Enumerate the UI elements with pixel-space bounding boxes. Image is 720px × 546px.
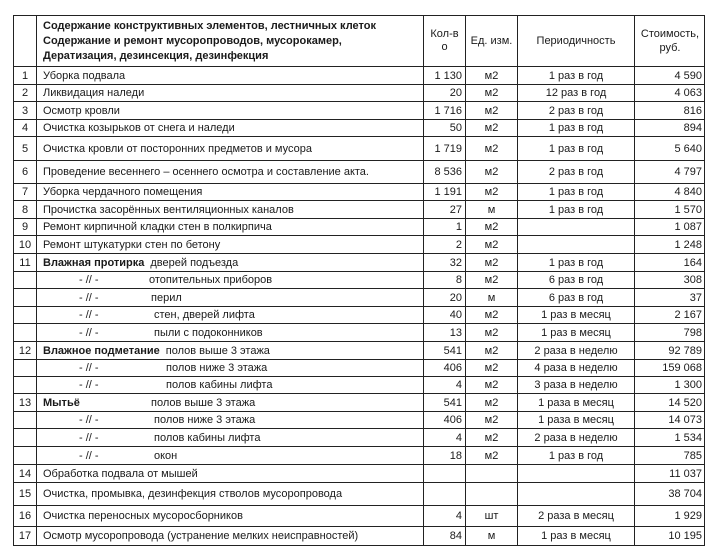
row-unit: м2 xyxy=(466,272,518,288)
work-object: полов кабины лифта xyxy=(154,431,261,444)
row-description xyxy=(37,429,424,446)
row-unit: м2 xyxy=(466,412,518,428)
row-periodicity: 2 раза в неделю xyxy=(518,342,635,359)
row-number: 6 xyxy=(14,161,37,183)
row-unit xyxy=(466,483,518,505)
row-quantity xyxy=(424,465,466,482)
table-row xyxy=(14,85,705,102)
row-number xyxy=(14,447,37,464)
row-periodicity: 1 раз в месяц xyxy=(518,527,635,545)
row-periodicity: 1 раза в месяц xyxy=(518,412,635,428)
row-cost: 1 087 xyxy=(635,219,705,235)
row-quantity: 541 xyxy=(424,394,466,411)
row-unit: м xyxy=(466,201,518,218)
row-periodicity: 1 раз в месяц xyxy=(518,307,635,323)
row-description xyxy=(37,342,424,359)
row-description: Ликвидация наледи xyxy=(37,85,424,101)
row-unit: м2 xyxy=(466,102,518,119)
table-row xyxy=(14,429,705,447)
header-title-line: Дератизация, дезинсекция, дезинфекция xyxy=(43,49,269,62)
header-cost: Стоимость, руб. xyxy=(635,16,705,66)
row-number: 16 xyxy=(14,506,37,526)
row-number xyxy=(14,289,37,306)
row-unit: м xyxy=(466,527,518,545)
work-object: полов кабины лифта xyxy=(166,379,273,391)
table-row xyxy=(14,527,705,546)
row-number: 12 xyxy=(14,342,37,359)
row-periodicity: 1 раз в месяц xyxy=(518,324,635,341)
row-unit: м2 xyxy=(466,307,518,323)
ditto-mark: - // - xyxy=(79,379,99,391)
row-periodicity: 1 раз в год xyxy=(518,201,635,218)
table-row xyxy=(14,342,705,360)
row-quantity: 27 xyxy=(424,201,466,218)
row-quantity: 541 xyxy=(424,342,466,359)
row-cost: 5 640 xyxy=(635,137,705,160)
row-description: Осмотр кровли xyxy=(37,102,424,119)
row-description: Уборка подвала xyxy=(37,67,424,84)
row-periodicity: 6 раз в год xyxy=(518,289,635,306)
table-row xyxy=(14,102,705,120)
work-object: пыли с подоконников xyxy=(154,326,263,339)
row-cost: 1 300 xyxy=(635,377,705,393)
table-row xyxy=(14,447,705,465)
row-cost: 37 xyxy=(635,289,705,306)
ditto-mark: - // - xyxy=(79,362,99,374)
ditto-mark: - // - xyxy=(79,431,99,444)
row-cost: 4 797 xyxy=(635,161,705,183)
row-number xyxy=(14,307,37,323)
work-type-label: Влажная протирка xyxy=(43,256,145,269)
row-description: Проведение весеннего – осеннего осмотра и составление акта. xyxy=(37,161,424,183)
header-title-line: Содержание конструктивных элементов, лестничных клеток xyxy=(43,19,376,32)
row-description: Очистка кровли от посторонних предметов и мусора xyxy=(37,137,424,160)
table-row xyxy=(14,465,705,483)
table-row xyxy=(14,307,705,324)
row-unit: м2 xyxy=(466,85,518,101)
row-unit: м2 xyxy=(466,67,518,84)
row-number xyxy=(14,360,37,376)
row-number: 15 xyxy=(14,483,37,505)
table-row xyxy=(14,219,705,236)
table-row xyxy=(14,324,705,342)
row-quantity: 40 xyxy=(424,307,466,323)
row-number xyxy=(14,412,37,428)
row-cost: 4 590 xyxy=(635,67,705,84)
row-description: Ремонт штукатурки стен по бетону xyxy=(37,236,424,253)
row-quantity: 4 xyxy=(424,506,466,526)
row-unit: м2 xyxy=(466,394,518,411)
row-cost: 785 xyxy=(635,447,705,464)
work-object: полов выше 3 этажа xyxy=(151,396,256,409)
table-row xyxy=(14,289,705,307)
table-row xyxy=(14,377,705,394)
row-periodicity xyxy=(518,465,635,482)
row-periodicity: 1 раз в год xyxy=(518,137,635,160)
table-header xyxy=(14,16,705,67)
table-row xyxy=(14,506,705,527)
row-number: 2 xyxy=(14,85,37,101)
header-unit: Ед. изм. xyxy=(466,16,518,66)
row-description: Очистка козырьков от снега и наледи xyxy=(37,120,424,136)
row-unit: м2 xyxy=(466,429,518,446)
row-unit: м2 xyxy=(466,236,518,253)
row-number: 11 xyxy=(14,254,37,271)
row-unit: м2 xyxy=(466,120,518,136)
work-object: полов ниже 3 этажа xyxy=(166,362,268,374)
row-cost: 14 520 xyxy=(635,394,705,411)
row-unit: м2 xyxy=(466,254,518,271)
row-number: 1 xyxy=(14,67,37,84)
row-quantity: 8 xyxy=(424,272,466,288)
row-number: 13 xyxy=(14,394,37,411)
row-description: Обработка подвала от мышей xyxy=(37,465,424,482)
header-title xyxy=(37,16,424,66)
row-periodicity xyxy=(518,483,635,505)
row-description xyxy=(37,377,424,393)
row-number: 5 xyxy=(14,137,37,160)
work-object: перил xyxy=(151,291,182,304)
ditto-mark: - // - xyxy=(79,309,99,321)
row-quantity xyxy=(424,483,466,505)
row-periodicity: 12 раз в год xyxy=(518,85,635,101)
row-cost: 798 xyxy=(635,324,705,341)
row-description xyxy=(37,307,424,323)
table-row xyxy=(14,161,705,184)
row-periodicity: 3 раза в неделю xyxy=(518,377,635,393)
row-quantity: 20 xyxy=(424,289,466,306)
row-quantity: 1 130 xyxy=(424,67,466,84)
row-periodicity: 2 раза в неделю xyxy=(518,429,635,446)
row-cost: 894 xyxy=(635,120,705,136)
row-unit: м2 xyxy=(466,219,518,235)
work-object: стен, дверей лифта xyxy=(154,309,255,321)
row-quantity: 1 xyxy=(424,219,466,235)
header-qty: Кол-во xyxy=(424,16,466,66)
row-unit: м2 xyxy=(466,447,518,464)
row-quantity: 406 xyxy=(424,360,466,376)
row-description: Осмотр мусоропровода (устранение мелких неисправностей) xyxy=(37,527,424,545)
table-row xyxy=(14,360,705,377)
work-object: полов выше 3 этажа xyxy=(165,344,270,357)
row-unit: м xyxy=(466,289,518,306)
row-number xyxy=(14,429,37,446)
table-row xyxy=(14,201,705,219)
row-unit: м2 xyxy=(466,360,518,376)
row-cost: 11 037 xyxy=(635,465,705,482)
row-cost: 4 840 xyxy=(635,184,705,200)
row-periodicity: 2 раз в год xyxy=(518,102,635,119)
table-row xyxy=(14,412,705,429)
row-quantity: 1 191 xyxy=(424,184,466,200)
row-periodicity: 1 раз в год xyxy=(518,184,635,200)
row-quantity: 406 xyxy=(424,412,466,428)
row-number: 10 xyxy=(14,236,37,253)
work-type-label: Влажное подметание xyxy=(43,344,160,357)
row-unit: м2 xyxy=(466,161,518,183)
row-quantity: 50 xyxy=(424,120,466,136)
row-periodicity: 2 раз в год xyxy=(518,161,635,183)
row-description xyxy=(37,447,424,464)
row-description xyxy=(37,289,424,306)
row-periodicity: 1 раз в год xyxy=(518,67,635,84)
row-periodicity: 1 раз в год xyxy=(518,120,635,136)
row-periodicity: 6 раз в год xyxy=(518,272,635,288)
row-periodicity xyxy=(518,219,635,235)
row-number: 17 xyxy=(14,527,37,545)
row-cost: 1 570 xyxy=(635,201,705,218)
ditto-mark: - // - xyxy=(79,326,99,339)
row-cost: 816 xyxy=(635,102,705,119)
row-unit xyxy=(466,465,518,482)
row-periodicity xyxy=(518,236,635,253)
row-unit: м2 xyxy=(466,342,518,359)
work-type-label: Мытьё xyxy=(43,396,80,409)
work-object: дверей подъезда xyxy=(150,256,239,269)
table-row xyxy=(14,483,705,506)
table-row xyxy=(14,236,705,254)
row-cost: 1 534 xyxy=(635,429,705,446)
row-description: Ремонт кирпичной кладки стен в полкирпича xyxy=(37,219,424,235)
row-number: 4 xyxy=(14,120,37,136)
row-description xyxy=(37,254,424,271)
row-cost: 164 xyxy=(635,254,705,271)
row-periodicity: 1 раз в год xyxy=(518,254,635,271)
row-periodicity: 1 раза в месяц xyxy=(518,394,635,411)
row-unit: м2 xyxy=(466,377,518,393)
row-quantity: 1 719 xyxy=(424,137,466,160)
work-object: отопительных приборов xyxy=(149,274,273,286)
row-cost: 92 789 xyxy=(635,342,705,359)
row-cost: 38 704 xyxy=(635,483,705,505)
row-quantity: 8 536 xyxy=(424,161,466,183)
table-body xyxy=(14,67,705,546)
services-table xyxy=(13,15,705,546)
table-row xyxy=(14,394,705,412)
row-unit: м2 xyxy=(466,184,518,200)
row-quantity: 20 xyxy=(424,85,466,101)
row-unit: м2 xyxy=(466,137,518,160)
row-description xyxy=(37,412,424,428)
work-object: полов ниже 3 этажа xyxy=(154,414,256,426)
row-quantity: 1 716 xyxy=(424,102,466,119)
row-number: 8 xyxy=(14,201,37,218)
row-quantity: 4 xyxy=(424,377,466,393)
row-cost: 2 167 xyxy=(635,307,705,323)
row-number: 3 xyxy=(14,102,37,119)
ditto-mark: - // - xyxy=(79,291,99,304)
table-row xyxy=(14,254,705,272)
row-number: 9 xyxy=(14,219,37,235)
ditto-mark: - // - xyxy=(79,414,99,426)
row-cost: 14 073 xyxy=(635,412,705,428)
header-title-line: Содержание и ремонт мусоропроводов, мусорокамер, xyxy=(43,34,342,47)
row-quantity: 4 xyxy=(424,429,466,446)
row-periodicity: 4 раза в неделю xyxy=(518,360,635,376)
row-description: Уборка чердачного помещения xyxy=(37,184,424,200)
ditto-mark: - // - xyxy=(79,274,99,286)
work-object: окон xyxy=(154,449,178,462)
table-row xyxy=(14,272,705,289)
header-period: Периодичность xyxy=(518,16,635,66)
row-cost: 1 929 xyxy=(635,506,705,526)
row-description xyxy=(37,272,424,288)
row-description: Прочистка засорённых вентиляционных каналов xyxy=(37,201,424,218)
row-quantity: 18 xyxy=(424,447,466,464)
row-number xyxy=(14,377,37,393)
table-row xyxy=(14,67,705,85)
row-unit: шт xyxy=(466,506,518,526)
row-cost: 1 248 xyxy=(635,236,705,253)
row-number xyxy=(14,324,37,341)
row-cost: 308 xyxy=(635,272,705,288)
row-quantity: 84 xyxy=(424,527,466,545)
row-cost: 159 068 xyxy=(635,360,705,376)
row-description: Очистка, промывка, дезинфекция стволов мусоропровода xyxy=(37,483,424,505)
row-periodicity: 2 раза в месяц xyxy=(518,506,635,526)
table-row xyxy=(14,184,705,201)
row-unit: м2 xyxy=(466,324,518,341)
row-number: 14 xyxy=(14,465,37,482)
table-row xyxy=(14,137,705,161)
header-num xyxy=(14,16,37,66)
row-periodicity: 1 раз в год xyxy=(518,447,635,464)
ditto-mark: - // - xyxy=(79,449,99,462)
row-number: 7 xyxy=(14,184,37,200)
row-description: Очистка переносных мусоросборников xyxy=(37,506,424,526)
row-quantity: 13 xyxy=(424,324,466,341)
row-description xyxy=(37,394,424,411)
row-description xyxy=(37,324,424,341)
row-cost: 4 063 xyxy=(635,85,705,101)
row-quantity: 32 xyxy=(424,254,466,271)
row-quantity: 2 xyxy=(424,236,466,253)
row-description xyxy=(37,360,424,376)
table-row xyxy=(14,120,705,137)
row-cost: 10 195 xyxy=(635,527,705,545)
row-number xyxy=(14,272,37,288)
